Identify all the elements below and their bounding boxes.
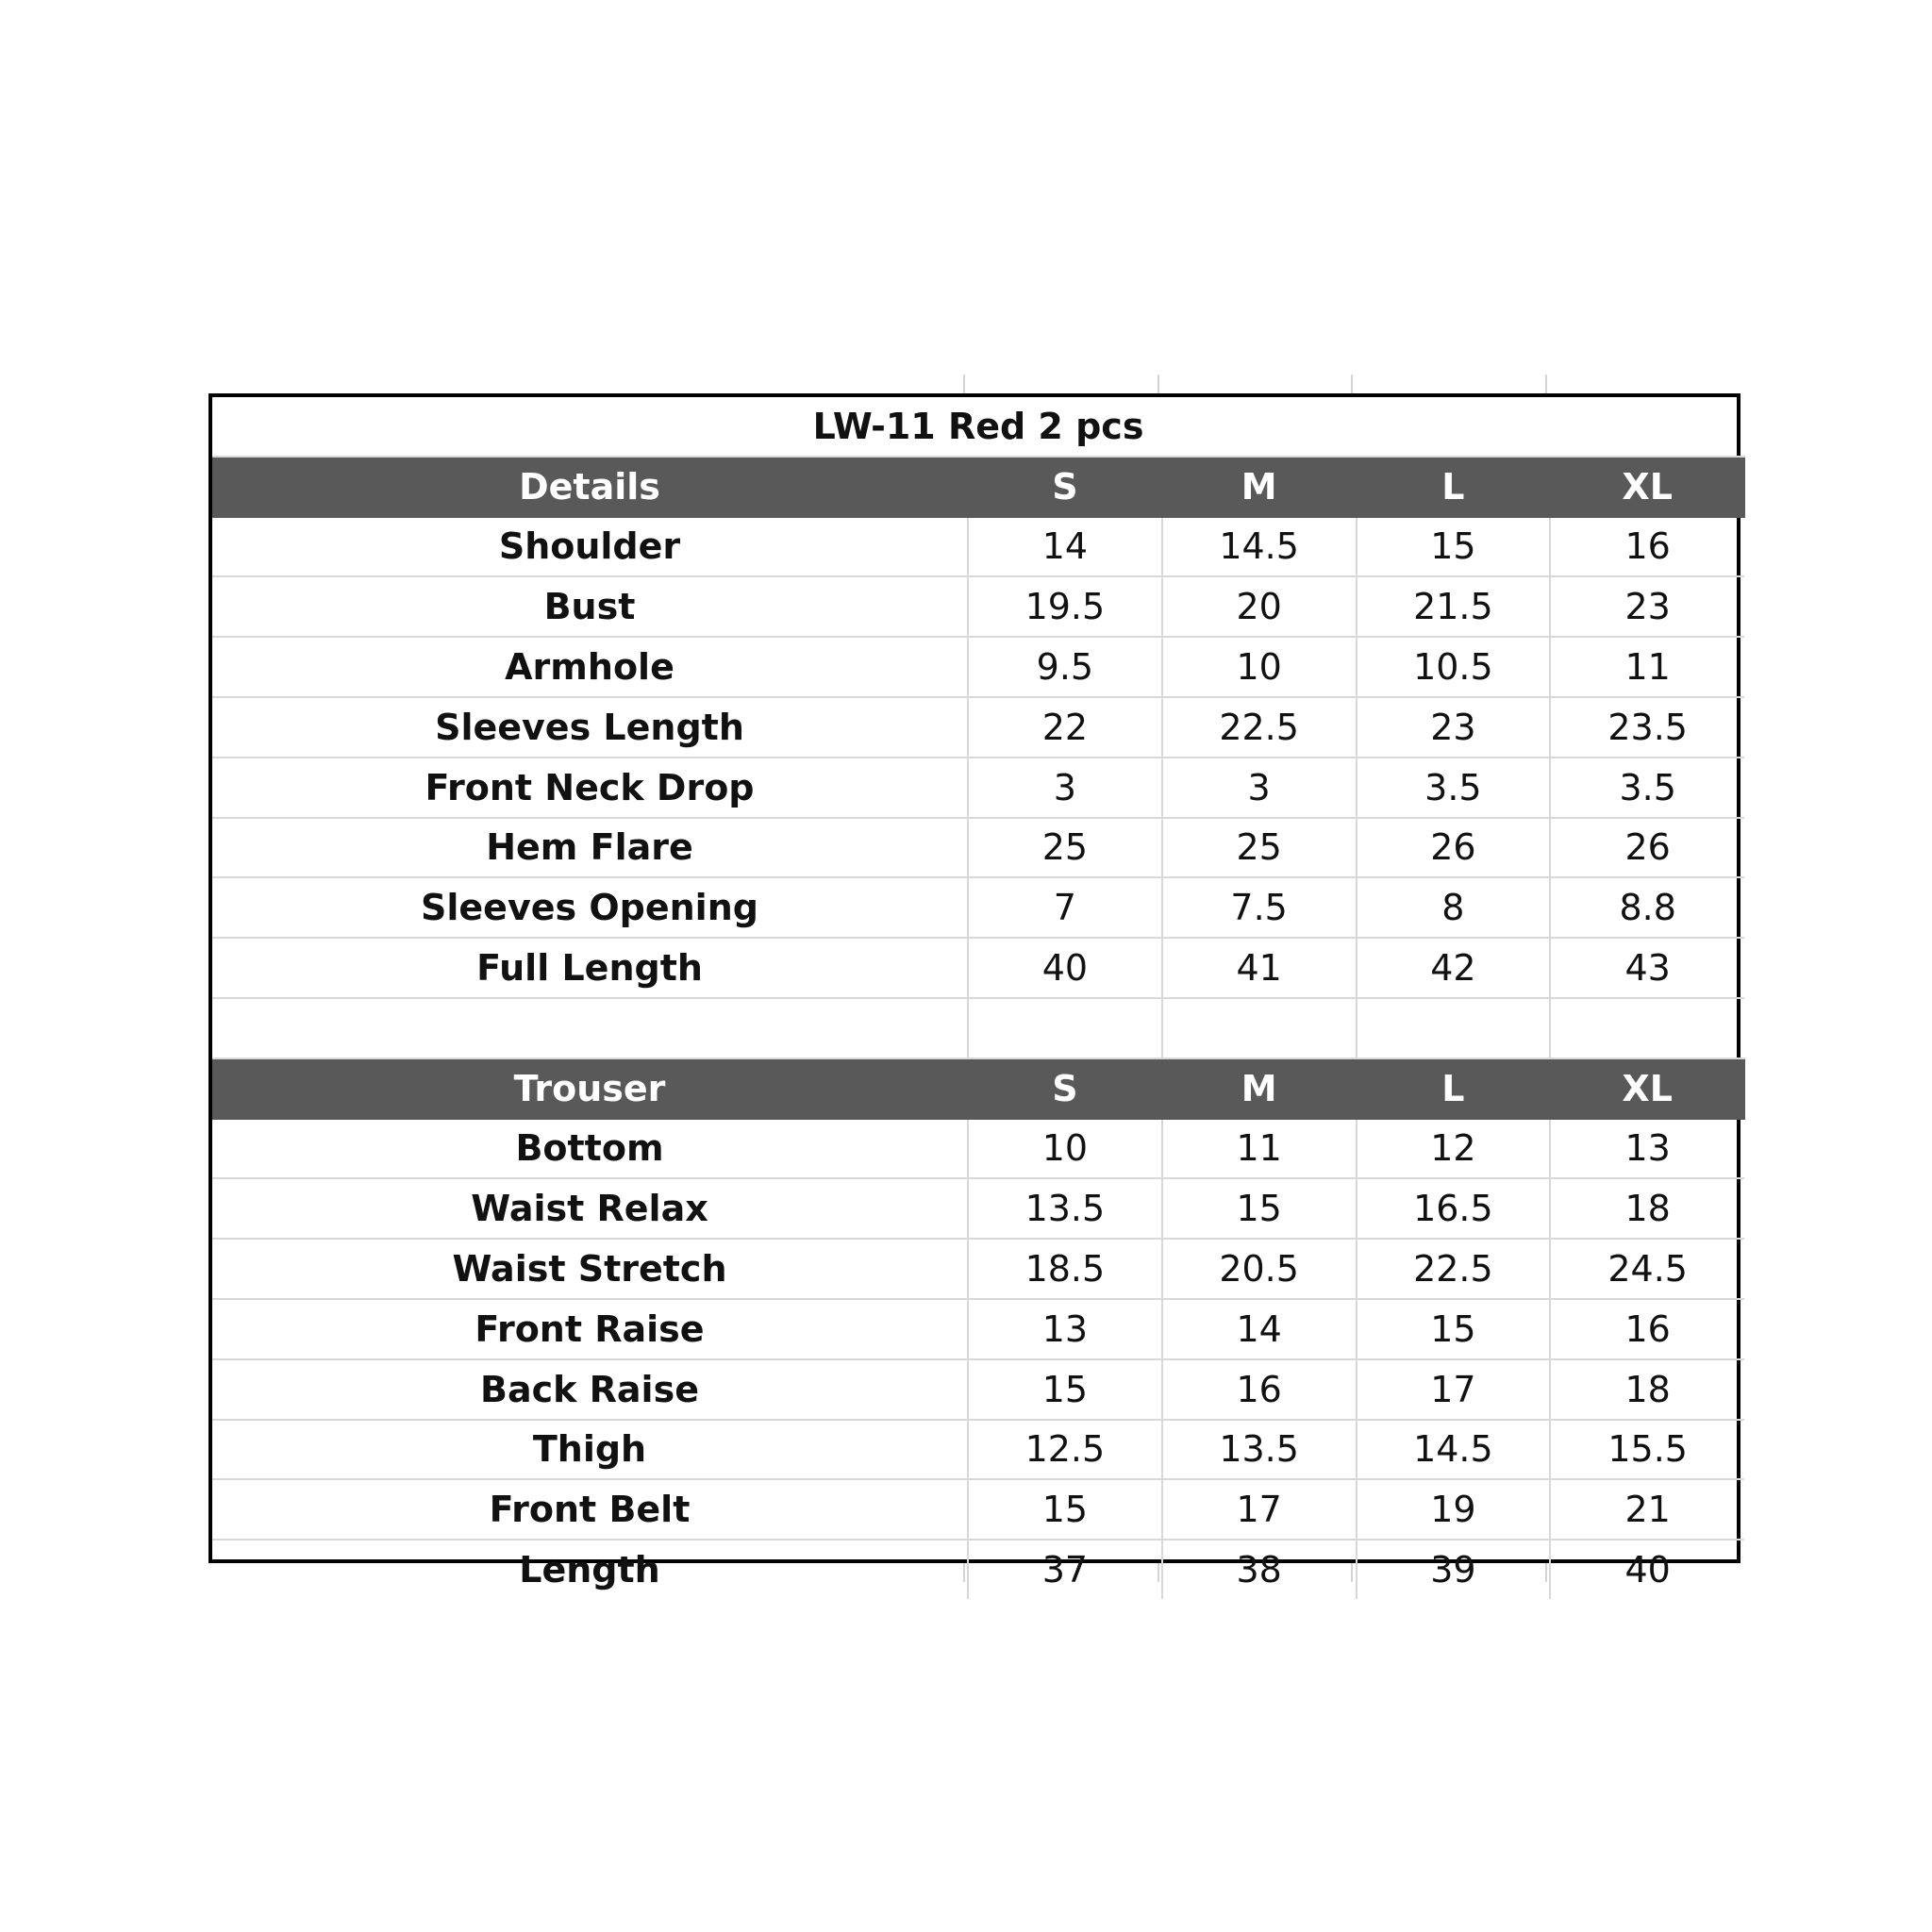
measurement-value: 17 — [1162, 1479, 1357, 1540]
measurement-label: Back Raise — [212, 1359, 968, 1420]
gridline-top-3 — [1351, 375, 1353, 393]
size-header-cell: M — [1162, 1058, 1357, 1119]
measurement-label: Front Raise — [212, 1299, 968, 1359]
gridline-top-1 — [963, 375, 965, 393]
section-header-label: Details — [212, 457, 968, 517]
measurement-value: 13.5 — [968, 1178, 1162, 1239]
measurement-label: Front Belt — [212, 1479, 968, 1540]
measurement-value: 40 — [1624, 1549, 1671, 1591]
measurement-label: Full Length — [212, 938, 968, 998]
table-row — [212, 1178, 1744, 1239]
measurement-value: 42 — [1357, 938, 1551, 998]
measurement-label: Sleeves Length — [212, 697, 968, 758]
measurement-value: 9.5 — [968, 637, 1162, 697]
measurement-value: 15 — [968, 1479, 1162, 1540]
measurement-label: Shoulder — [212, 517, 968, 577]
table-row — [212, 1479, 1744, 1540]
spacer-row — [212, 998, 1744, 1058]
measurement-value: 3.5 — [1550, 758, 1744, 818]
measurement-value: 18.5 — [968, 1239, 1162, 1299]
measurement-value: 23 — [1550, 576, 1744, 637]
size-header-cell: L — [1357, 1058, 1551, 1119]
table-row — [212, 1299, 1744, 1359]
measurement-value: 23.5 — [1550, 697, 1744, 758]
measurement-value: 14.5 — [1162, 517, 1357, 577]
measurement-label: Length — [212, 1540, 968, 1599]
measurement-value: 15.5 — [1550, 1420, 1744, 1480]
measurement-value: 15 — [1162, 1178, 1357, 1239]
measurement-value: 21.5 — [1357, 576, 1551, 637]
table-row — [212, 1239, 1744, 1299]
measurement-value: 16 — [1550, 517, 1744, 577]
measurement-value: 16 — [1162, 1359, 1357, 1420]
measurement-value: 14.5 — [1357, 1420, 1551, 1480]
measurement-value: 16.5 — [1357, 1178, 1551, 1239]
measurement-label: Sleeves Opening — [212, 877, 968, 938]
table-row — [212, 1540, 1744, 1599]
table-row — [212, 938, 1744, 998]
table-row — [212, 576, 1744, 637]
section-header-row — [212, 1058, 1744, 1119]
measurement-label: Hem Flare — [212, 818, 968, 878]
measurement-value: 22.5 — [1162, 697, 1357, 758]
title-row — [212, 397, 1744, 457]
measurement-value: 18 — [1550, 1178, 1744, 1239]
measurement-value: 13.5 — [1162, 1420, 1357, 1480]
empty-cell — [1357, 998, 1551, 1058]
size-table — [212, 397, 1745, 1599]
measurement-label: Bust — [212, 576, 968, 637]
measurement-value: 26 — [1550, 818, 1744, 878]
measurement-value: 20 — [1162, 576, 1357, 637]
measurement-label: Waist Relax — [212, 1178, 968, 1239]
section-header-row — [212, 457, 1744, 517]
measurement-value: 3 — [1162, 758, 1357, 818]
measurement-value: 22 — [968, 697, 1162, 758]
measurement-value: 12.5 — [968, 1420, 1162, 1480]
measurement-value: 3.5 — [1357, 758, 1551, 818]
table-row — [212, 818, 1744, 878]
empty-cell — [1550, 998, 1744, 1058]
measurement-value: 19.5 — [968, 576, 1162, 637]
measurement-value: 17 — [1357, 1359, 1551, 1420]
measurement-value: 10.5 — [1357, 637, 1551, 697]
measurement-value: 24.5 — [1550, 1239, 1744, 1299]
measurement-value: 15 — [968, 1359, 1162, 1420]
table-row — [212, 758, 1744, 818]
measurement-value: 7 — [968, 877, 1162, 938]
table-row — [212, 637, 1744, 697]
table-row — [212, 1420, 1744, 1480]
measurement-value: 3 — [968, 758, 1162, 818]
table-row — [212, 877, 1744, 938]
measurement-label: Thigh — [212, 1420, 968, 1480]
measurement-value: 15 — [1357, 1299, 1551, 1359]
measurement-label: Bottom — [212, 1119, 968, 1179]
measurement-value: 20.5 — [1162, 1239, 1357, 1299]
measurement-value: 16 — [1550, 1299, 1744, 1359]
measurement-value: 13 — [1550, 1119, 1744, 1179]
empty-cell — [212, 998, 968, 1058]
measurement-value: 11 — [1162, 1119, 1357, 1179]
size-header-cell: L — [1357, 457, 1551, 517]
measurement-value: 10 — [968, 1119, 1162, 1179]
size-header-cell: XL — [1550, 457, 1744, 517]
measurement-value: 22.5 — [1357, 1239, 1551, 1299]
measurement-value: 23 — [1357, 697, 1551, 758]
size-header-cell: S — [968, 457, 1162, 517]
gridline-top-2 — [1158, 375, 1159, 393]
measurement-value: 43 — [1550, 938, 1744, 998]
measurement-value: 13 — [968, 1299, 1162, 1359]
section-header-label: Trouser — [212, 1058, 968, 1119]
measurement-value: 21 — [1550, 1479, 1744, 1540]
measurement-value: 8.8 — [1550, 877, 1744, 938]
measurement-value: 11 — [1550, 637, 1744, 697]
measurement-value: 38 — [1162, 1540, 1357, 1599]
measurement-label: Waist Stretch — [212, 1239, 968, 1299]
measurement-value: 12 — [1357, 1119, 1551, 1179]
size-header-cell: M — [1162, 457, 1357, 517]
size-header-cell: S — [968, 1058, 1162, 1119]
size-chart — [208, 393, 1740, 1591]
table-row — [212, 1119, 1744, 1179]
measurement-value: 37 — [968, 1540, 1162, 1599]
measurement-value: 40 — [968, 938, 1162, 998]
table-row — [212, 517, 1744, 577]
empty-cell — [968, 998, 1162, 1058]
measurement-value: 10 — [1162, 637, 1357, 697]
table-body — [212, 397, 1744, 1599]
measurement-value: 26 — [1357, 818, 1551, 878]
size-header-cell: XL — [1550, 1058, 1744, 1119]
measurement-label: Armhole — [212, 637, 968, 697]
measurement-value: 14 — [968, 517, 1162, 577]
measurement-value: 8 — [1357, 877, 1551, 938]
measurement-value: 25 — [968, 818, 1162, 878]
measurement-value: 25 — [1162, 818, 1357, 878]
gridline-top-4 — [1545, 375, 1547, 393]
table-row — [212, 1359, 1744, 1420]
table-row — [212, 697, 1744, 758]
measurement-label: Front Neck Drop — [212, 758, 968, 818]
measurement-value: 14 — [1162, 1299, 1357, 1359]
measurement-value: 7.5 — [1162, 877, 1357, 938]
measurement-value: 41 — [1162, 938, 1357, 998]
measurement-value: 18 — [1550, 1359, 1744, 1420]
measurement-value: 39 — [1357, 1540, 1551, 1599]
measurement-value: 15 — [1357, 517, 1551, 577]
empty-cell — [1162, 998, 1357, 1058]
chart-title: LW-11 Red 2 pcs — [212, 397, 1744, 457]
measurement-value: 19 — [1357, 1479, 1551, 1540]
